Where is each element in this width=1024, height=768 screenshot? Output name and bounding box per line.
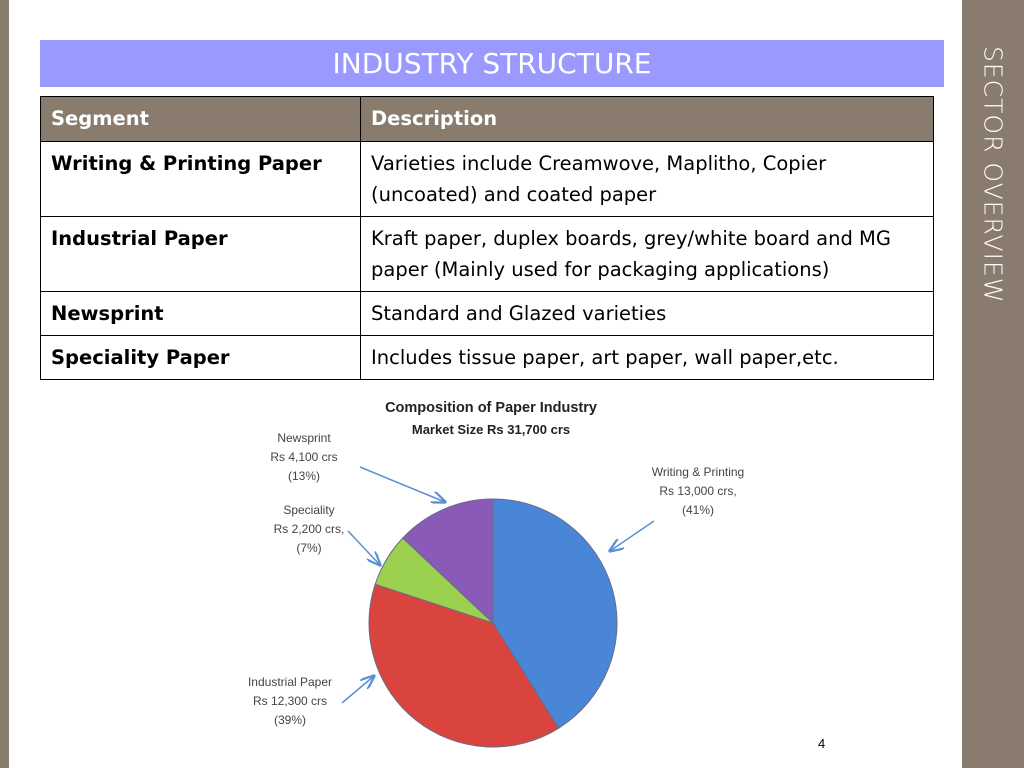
label-arrow (348, 531, 380, 565)
slice-label-line: (13%) (287, 469, 321, 483)
slice-label-line: Newsprint (277, 431, 331, 445)
table-header-row (41, 97, 934, 142)
pie-chart-container (218, 383, 788, 763)
table-header-segment: Segment (41, 97, 361, 142)
description-cell: Varieties include Creamwove, Maplitho, Copier (uncoated) and coated paper (361, 142, 934, 217)
slide-header (40, 40, 944, 87)
slice-label-line: Rs 13,000 crs, (659, 484, 737, 498)
table-header-description: Description (361, 97, 934, 142)
segment-cell: Writing & Printing Paper (41, 142, 361, 217)
table-row (41, 217, 934, 292)
slice-label-line: Rs 4,100 crs (270, 450, 338, 464)
segment-table (40, 96, 934, 380)
slice-label-line: Industrial Paper (247, 675, 333, 689)
slice-label-line: (7%) (296, 541, 322, 555)
slice-label-line: (39%) (273, 713, 307, 727)
label-arrow (342, 676, 374, 703)
left-border (0, 0, 9, 768)
sidebar-title: SECTOR OVERVIEW (978, 46, 1008, 304)
segment-cell: Industrial Paper (41, 217, 361, 292)
label-arrow (360, 467, 445, 502)
chart-title: Composition of Paper Industry (385, 400, 597, 416)
slice-label-line: Rs 2,200 crs, (273, 522, 345, 536)
segment-cell: Speciality Paper (41, 336, 361, 380)
pie-chart (218, 383, 788, 763)
slice-label (274, 503, 345, 555)
chart-subtitle: Market Size Rs 31,700 crs (411, 422, 571, 437)
slice-label (652, 465, 744, 517)
table-row (41, 336, 934, 380)
table-row (41, 292, 934, 336)
segment-cell: Newsprint (41, 292, 361, 336)
slice-label (248, 675, 332, 727)
sidebar-title-container (962, 0, 1024, 768)
description-cell: Kraft paper, duplex boards, grey/white board and MG paper (Mainly used for packaging applications) (361, 217, 934, 292)
description-cell: Standard and Glazed varieties (361, 292, 934, 336)
page-number: 4 (818, 736, 826, 751)
label-arrow (610, 521, 654, 551)
slice-label-line: (41%) (681, 503, 715, 517)
slice-label-line: Speciality (283, 503, 335, 517)
table-row (41, 142, 934, 217)
description-cell: Includes tissue paper, art paper, wall paper,etc. (361, 336, 934, 380)
slice-label-line: Rs 12,300 crs (252, 694, 328, 708)
slice-label-line: Writing & Printing (651, 465, 745, 479)
slide-title: INDUSTRY STRUCTURE (332, 47, 652, 80)
slice-label (270, 431, 337, 483)
